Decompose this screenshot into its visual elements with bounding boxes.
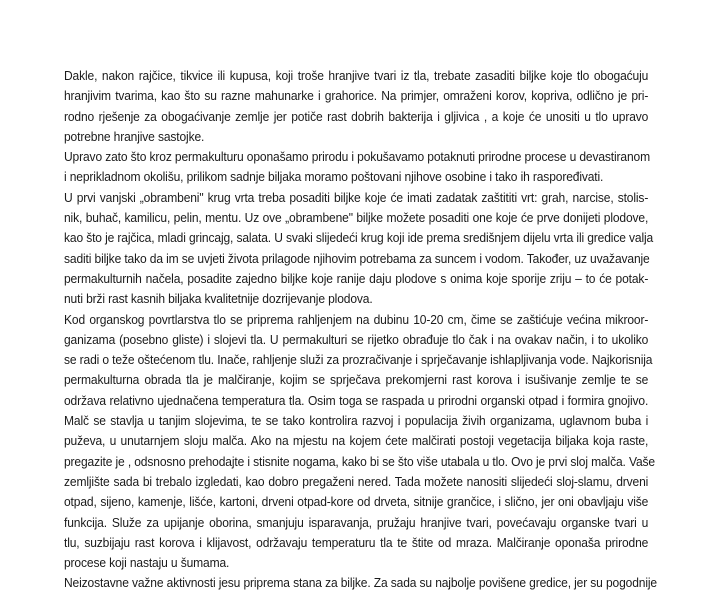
text-line: pregazite je , odsnosno prehodajte i stisnite nogama, kako bi se što više utabala u tlo. Ovo je prvi sloj malča. Vaše <box>64 453 655 469</box>
text-line: rodno rješenje za obogaćivanje zemlje jer potiče rast dobrih bakterija i gljivica , a koje će unositi u tlo upravo <box>64 108 649 124</box>
text-line: Neizostavne važne aktivnosti jesu priprema stana za biljke. Za sada su najbolje povišene gredice, jer su pogodnije <box>64 575 657 591</box>
text-line: permakulturna obrada tla je malčiranje, kojim se sprječava prekomjerni rast korova i isušivanje zemlje te se <box>64 372 649 388</box>
text-line: održava relativno ujednačena temperatura tla. Osim toga se raspada u prirodni organski otpad i formira gnojivo. <box>64 392 649 408</box>
text-line: kao što je rajčica, mladi grincajg, salata. U svaki slijedeći krug koji ide prema središnjem dijelu vrta ili gredice valja <box>64 230 654 246</box>
text-line: funkcija. Služe za upijanje oborina, smanjuju isparavanja, pružaju hranjive tvari, povećavaju organske tvari u <box>64 514 649 530</box>
text-line: Kod organskog povrtlarstva tlo se priprema rahljenjem na dubinu 10-20 cm, čime se zaštićuje većina mikroor- <box>64 311 649 327</box>
text-line: hranjivim tvarima, kao što su razne mahunarke i grahorice. Na primjer, omraženi korov, kopriva, odlično je pri- <box>64 88 649 104</box>
text-line: se radi o teže oštećenom tlu. Inače, rahljenje služi za prozračivanje i sprječavanje ishlapljivanja vode. Najkorisnija <box>64 352 653 368</box>
text-line: tlu, suzbijaju rast korova i klijavost, održavaju temperaturu tla te štite od mraza. Malčiranje oponaša prirodne <box>64 534 649 550</box>
text-line: nik, buhač, kamilicu, pelin, mentu. Uz ove „obrambene" biljke možete posaditi one koje će prve donijeti plodove, <box>64 210 649 226</box>
text-line: Malč se stavlja u tanjim slojevima, te se tako kontrolira razvoj i populacija živih organizama, uglavnom buba i <box>64 413 649 429</box>
text-line: zemljište sada bi trebalo izgledati, kao dobro pregaženi nered. Tada možete nanositi slijedeći sloj-slamu, drveni <box>64 473 649 489</box>
text-line: saditi biljke tako da im se uvjeti života prilagode njihovim potrebama za suncem i vodom. Također, uz uvažavanje <box>64 250 650 266</box>
text-line: i neprikladnom okolišu, prilikom sadnje biljaka moramo poštovani njihove osobine i tako ih raspoređivati. <box>64 169 604 185</box>
body-text <box>64 66 657 594</box>
text-line: ganizama (posebno gliste) i slojevi tla. U permakulturi se rijetko obrađuje tlo čak i na ovakav način, i to ukoliko <box>64 331 649 347</box>
text-line: procese koji nastaju u šumama. <box>64 555 230 571</box>
text-line: puževa, u unutarnjem sloju malča. Ako na mjestu na kojem ćete malčirati postoji vegetacija biljaka koja raste, <box>64 433 649 449</box>
text-line: permakulturnih načela, posadite zajedno biljke koje ranije daju plodove s onima koje sporije zriju – to će potak- <box>64 270 649 286</box>
text-line: otpad, sijeno, kamenje, lišće, kartoni, drveni otpad-kore od drveta, sitnije grančice, i slično, jer oni obavljaju više <box>64 494 649 510</box>
text-line: Dakle, nakon rajčice, tikvice ili kupusa, koji troše hranjive tvari iz tla, trebate zasaditi biljke koje tlo obogaćuju <box>64 68 649 83</box>
text-line: Upravo zato što kroz permakulturu oponašamo prirodu i pokušavamo potaknuti prirodne procese u devastiranom <box>64 149 651 165</box>
text-line: U prvi vanjski „obrambeni" krug vrta treba posaditi biljke koje će imati zadatak zaštititi vrt: grah, narcise, stolis- <box>64 189 649 205</box>
text-line: potrebne hranjive sastojke. <box>64 128 205 144</box>
text-line: nuti brži rast kasnih biljaka kvalitetnije dozrijevanje plodova. <box>64 291 373 307</box>
